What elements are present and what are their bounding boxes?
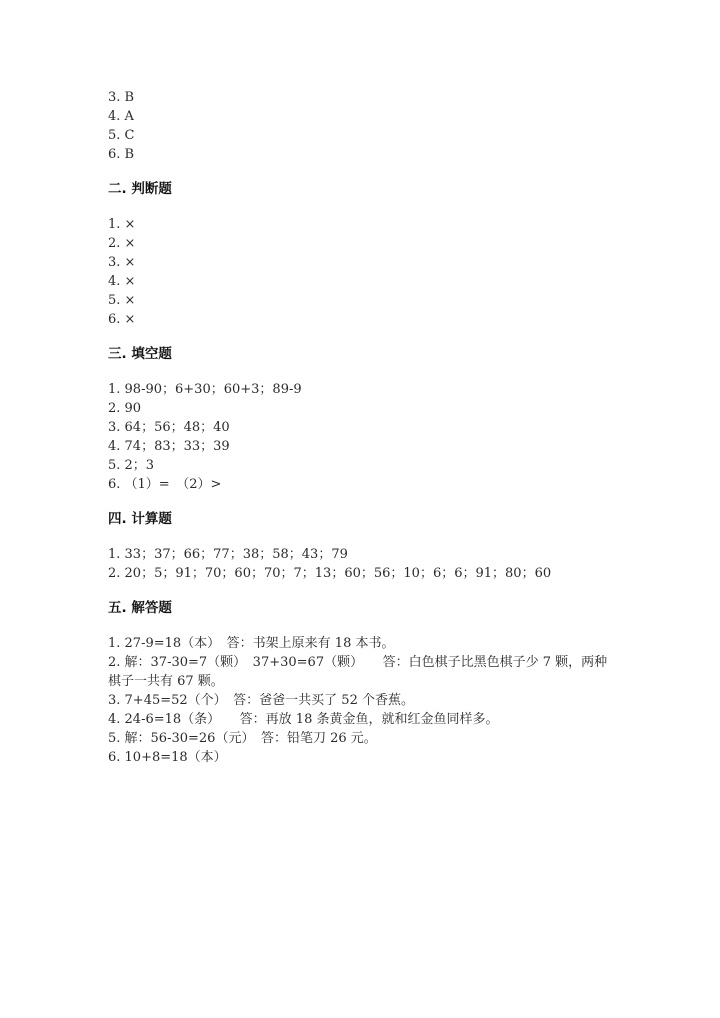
answer-document <box>108 88 608 767</box>
section-choice-continued <box>108 88 608 164</box>
answer-line: 1. 33；37；66；77；38；58；43；79 <box>108 547 348 562</box>
section-title: 二. 判断题 <box>108 181 172 197</box>
answer-line: 2. 90 <box>108 401 142 416</box>
section-fill-in <box>108 344 608 494</box>
section-title: 四. 计算题 <box>108 511 172 527</box>
answer-line: 1. 98-90；6+30；60+3；89-9 <box>108 382 302 397</box>
answer-line: 6. 10+8=18（本） <box>108 750 227 765</box>
answer-line: 5. 2；3 <box>108 458 155 473</box>
answer-line: 3. × <box>108 255 136 270</box>
section-title: 五. 解答题 <box>108 600 172 616</box>
section-title: 三. 填空题 <box>108 346 172 362</box>
answer-line: 5. × <box>108 293 136 308</box>
answer-line: 5. 解：56-30=26（元） 答：铅笔刀 26 元。 <box>108 731 377 746</box>
section-word-problems <box>108 598 608 767</box>
answer-line: 4. × <box>108 274 136 289</box>
answer-line: 6. （1）= （2）> <box>108 477 222 492</box>
answer-line: 1. × <box>108 217 136 232</box>
answer-line: 2. × <box>108 236 136 251</box>
section-true-false <box>108 179 608 329</box>
answer-line: 3. 7+45=52（个） 答：爸爸一共买了 52 个香蕉。 <box>108 693 414 708</box>
answer-line: 2. 20；5；91；70；60；70；7；13；60；56；10；6；6；91；80；60 <box>108 566 552 581</box>
answer-line: 2. 解：37-30=7（颗） 37+30=67（颗） 答：白色棋子比黑色棋子少 7 颗，两种棋子一共有 67 颗。 <box>108 655 608 689</box>
section-calculation <box>108 509 608 583</box>
answer-line: 3. 64；56；48；40 <box>108 420 230 435</box>
answer-line: 4. 24-6=18（条） 答：再放 18 条黄金鱼，就和红金鱼同样多。 <box>108 712 499 727</box>
answer-line: 6. B <box>108 147 135 162</box>
answer-line: 3. B <box>108 90 135 105</box>
answer-line: 4. 74；83；33；39 <box>108 439 230 454</box>
answer-line: 1. 27-9=18（本） 答：书架上原来有 18 本书。 <box>108 636 395 651</box>
answer-line: 6. × <box>108 312 136 327</box>
answer-line: 4. A <box>108 109 134 124</box>
answer-line: 5. C <box>108 128 135 143</box>
